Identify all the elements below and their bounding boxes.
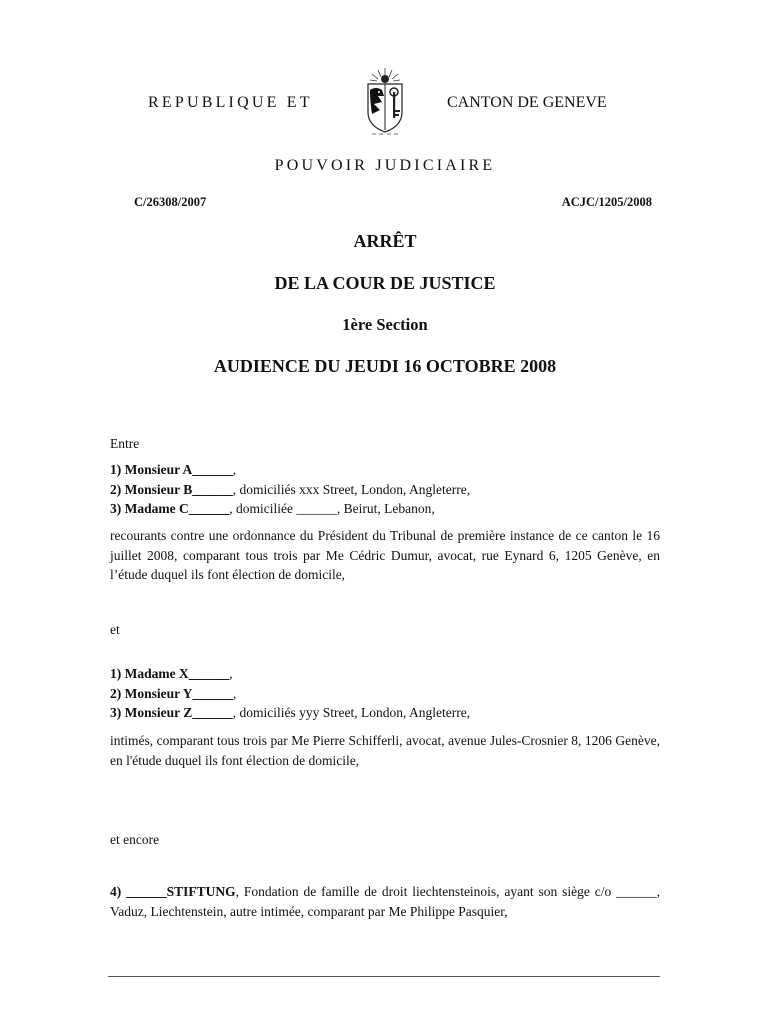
title-audience: AUDIENCE DU JEUDI 16 OCTOBRE 2008	[213, 356, 557, 376]
case-ref-right: ACJC/1205/2008	[561, 195, 652, 209]
title-section: 1ère Section	[342, 315, 428, 334]
party-number: 3)	[110, 501, 122, 516]
header-pouvoir-judiciaire: POUVOIR JUDICIAIRE	[274, 157, 496, 174]
party-blank: ______	[192, 705, 233, 720]
party-name: STIFTUNG	[166, 884, 236, 899]
party-blank: ______	[188, 501, 230, 516]
party-number: 1)	[110, 462, 122, 477]
party-number: 2)	[110, 685, 122, 701]
party-details: ,	[233, 685, 237, 701]
party-details: ,	[229, 666, 233, 681]
party-blank: ______	[188, 666, 230, 681]
header-republique: REPUBLIQUE ET	[148, 94, 313, 111]
party-blank: ______	[192, 462, 233, 477]
party-details: , domiciliée ______, Beirut, Lebanon,	[229, 501, 435, 516]
title-cour: DE LA COUR DE JUSTICE	[274, 273, 496, 293]
party-details: , domiciliés xxx Street, London, Angleterre,	[232, 481, 471, 497]
respondents-list	[110, 664, 470, 723]
intimes-paragraph: intimés, comparant tous trois par Me Pierre Schifferli, avocat, avenue Jules-Crosnier 8, 1206 Genève, en l'étude duquel ils font élection de domicile,	[110, 733, 660, 768]
party-line	[110, 684, 470, 704]
party-line	[110, 480, 470, 500]
party-line	[110, 460, 470, 480]
et-encore-label: et encore	[110, 832, 160, 847]
party-details: ,	[232, 462, 237, 477]
party-line	[110, 499, 470, 519]
party-details: , Fondation de famille de droit liechtensteinois, ayant son siège c/o ______, Vaduz, Liechtenstein, autre intimée, comparant par Me Philippe Pasquier,	[110, 884, 660, 919]
case-ref-left: C/26308/2007	[134, 195, 207, 209]
party-line	[110, 664, 470, 684]
party-name: Monsieur A	[124, 462, 193, 477]
party-blank: ______	[192, 481, 233, 497]
party-name: Monsieur Z	[124, 705, 193, 720]
party-name: Monsieur B	[124, 481, 193, 497]
party-name: Madame X	[124, 666, 189, 681]
party-line	[110, 703, 470, 723]
header-canton: CANTON DE GENEVE	[447, 94, 607, 111]
party-number: 3)	[110, 705, 122, 720]
recourants-paragraph: recourants contre une ordonnance du Président du Tribunal de première instance de ce canton le 16 juillet 2008, comparant tous trois par Me Cédric Dumur, avocat, rue Eynard 6, 1205 Genève, en l’étude duquel ils font élection de domicile,	[110, 528, 660, 582]
entre-label: Entre	[110, 436, 140, 451]
stiftung-paragraph	[110, 882, 660, 921]
appellants-list	[110, 460, 470, 519]
party-number: 2)	[110, 481, 122, 497]
party-number: 1)	[110, 666, 122, 681]
geneva-coat-of-arms-icon	[360, 66, 410, 136]
et-label: et	[110, 622, 120, 637]
footer-divider	[108, 976, 660, 977]
party-blank: ______	[192, 685, 234, 701]
party-number: 4)	[110, 884, 122, 899]
party-name: Monsieur Y	[124, 685, 193, 701]
party-blank: ______	[126, 884, 167, 899]
party-details: , domiciliés yyy Street, London, Angleterre,	[232, 705, 471, 720]
title-arret: ARRÊT	[353, 231, 417, 251]
party-name: Madame C	[124, 501, 189, 516]
